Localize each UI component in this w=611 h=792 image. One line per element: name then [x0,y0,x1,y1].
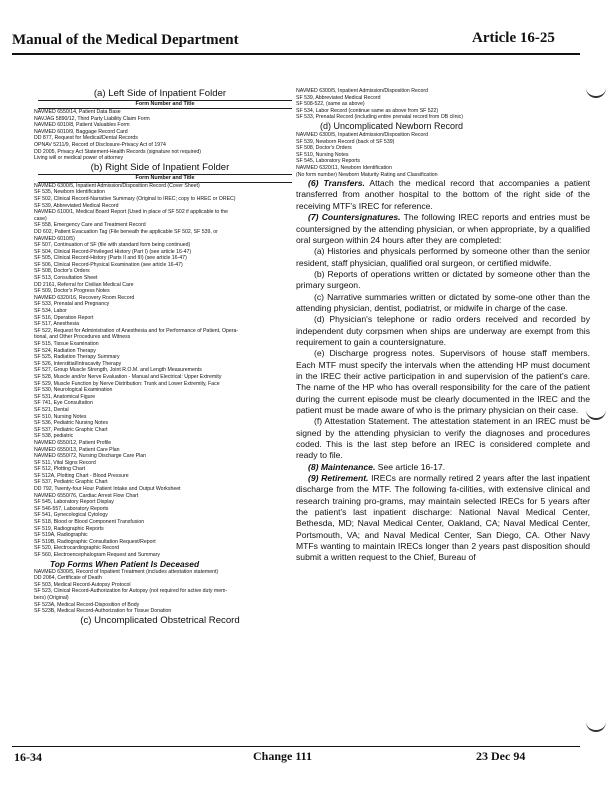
maintenance-body: See article 16-17. [375,461,446,472]
newborn-form-list [296,132,590,178]
form-entry: SF 537, Pediatric Graphic Chart [34,479,108,486]
paragraph-retirement [296,473,590,564]
left-folder-table-head: Form Number and Title [38,100,292,109]
form-entry: SF 528, Muscle and/or Nerve Evaluation - Manual and Electrical: Upper Extremity [34,373,222,380]
form-entry: SF 508, Doctor's Orders [296,145,352,152]
form-entry: SF 527, Group Muscle Strength, Joint R.O.M. and Length Measurements [34,367,202,374]
form-entry: SF 507, Continuation of SF (file with standard form being continued) [34,242,191,249]
paragraph-c: (c) Narrative summaries written or dictated by some-one other than the attending physician, dentist, podiatrist, or midwife in charge of the case. [296,291,590,313]
form-entry: SF 536, Pediatric Nursing Notes [34,420,109,427]
maintenance-label: (8) Maintenance. [308,461,376,472]
form-entry: SF 510, Nursing Notes [296,151,349,158]
right-folder-form-list [28,183,292,559]
form-entry: NAVMED 6550/13, Patient Care Plan [34,446,120,453]
form-entry: case) [34,215,47,222]
form-entry: SF 539, Abbreviated Medical Record [296,94,381,101]
left-column [28,88,292,626]
form-entry: SF 539, Newborn Record (back of SF 539) [296,138,395,145]
form-entry: SF 741, Eye Consultation [34,400,93,407]
form-entry: NAVMED 6320/11, Newborn Identification [296,164,392,171]
form-entry: SF 505, Clinical Record-History (Parts II and III) (see article 16-47) [34,255,187,262]
form-entry: SF 535, Newborn Identification [34,189,105,196]
page-number: 16-34 [14,750,42,764]
form-entry: NAVMED 6550/76, Cardiac Arrest Flow Chart [34,492,139,499]
form-entry: SF 524, Radiation Therapy [34,347,96,354]
form-entry: SF 523B, Medical Record-Authorization for Tissue Donation [34,608,172,615]
form-entry: SF 512, Plotting Chart [34,466,86,473]
form-entry: SF 525, Radiation Therapy Summary [34,354,120,361]
countersignatures-label: (7) Countersignatures. [308,212,401,223]
form-entry: SF 534, Labor Record (continue same as above from SF 522) [296,107,439,114]
form-entry: SF 541, Gynecological Cytology [34,512,108,519]
deceased-title: Top Forms When Patient Is Deceased [50,558,200,569]
form-entry: NAVMED 6010/5) [34,235,75,242]
form-entry: SF 545, Laboratory Reports [296,158,361,165]
paragraph-b: (b) Reports of operations written or dictated by someone other than the primary surgeon. [296,268,590,291]
form-entry: SF 533, Prenatal and Pregnancy [34,301,110,308]
form-entry: SF 533, Prenatal Record (including entire prenatal record from OB clinic) [296,114,463,121]
form-entry: bers) (Original) [34,594,69,601]
paragraph-countersignatures [296,212,590,246]
form-entry: SF 539, Abbreviated Medical Record [34,202,119,209]
paragraph-maintenance [296,462,590,473]
form-entry: SF 512A, Plotting Chart - Blood Pressure [34,472,129,479]
form-entry: SF 503, Medical Record-Autopsy Protocol [34,581,131,588]
obstetrical-title: (c) Uncomplicated Obstetrical Record [80,614,240,626]
form-entry: NAVJAG 5890/12, Third Party Liability Claim Form [34,115,150,122]
form-entry: NAVMED 6300/5, Inpatient Admission/Disposition Record [296,131,428,138]
form-entry: SF 511, Vital Signs Record [34,459,96,466]
countersignatures-body: The following IREC reports and entries must be countersigned by the attending physician, or when appropriate, by a qualified oral surgeon within 24 hours after they are completed: [296,212,590,245]
form-entry: NAVMED 6550/14, Patient Data Base [34,109,121,115]
deceased-form-list [28,569,292,615]
form-entry: SF 523, Clinical Record-Authorization for Autopsy (not required for active duty mem- [34,588,228,595]
form-entry: SF 522, Request for Administration of Anesthesia and for Performance of Patient, Opera- [34,327,239,334]
form-entry: SF 508, Doctor's Orders [34,268,90,275]
form-entry: SF 509, Doctor's Progress Notes [34,288,110,295]
form-entry: SF 530, Neurological Examination [34,387,113,394]
right-column [296,88,590,564]
form-entry: SF 508-522, (same as above) [296,101,365,108]
form-entry: OPNAV 5211/9, Record of Disclosure-Privacy Act of 1974 [34,141,166,148]
form-entry: SF 520, Electrocardiographic Record [34,545,120,552]
form-entry: SF 518, Blood or Blood Component Transfusion [34,519,145,526]
page-date: 23 Dec 94 [476,749,526,763]
form-entry: SF 504, Clinical Record-Privileged History (Part I) (see article 16-47) [34,248,192,255]
form-entry: SF 517, Anesthesia [34,321,79,328]
left-folder-form-list [28,109,292,162]
paragraph-d: (d) Physician's telephone or radio orders received and recorded by independent duty corpsmen when ships are underway are exempt from this requirement to gain a countersignature. [296,314,590,347]
form-entry: SF 502, Clinical Record-Narrative Summary (Original to IREC; copy to HREC or OREC) [34,195,236,202]
transfers-body: Attach the medical record that accompanies a patient transferred from another hospital to the bottom of the right side of the receiving MTF's IREC for reference. [296,178,590,211]
form-entry: SF 531, Anatomical Figure [34,393,96,400]
form-entry: NAVMED 6550/72, Nursing Discharge Care Plan [34,453,147,460]
retirement-body: IRECs are normally retired 2 years after the last inpatient discharge from the MTF. The following fa-cilities, with extensive clinical and research training pro-grams, may maintain selected IRECs for 5 years after the patient's last inpatient discharge: National Naval Medical Center, Bethesda, MD; Naval Medical Center, Oakland, CA; Naval Medical Center, Portsmouth, VA; and Naval Medical Center, San Diego, CA. Other Navy MTFs wanting to maintain IRECs longer than 2 years past disposition should submit a written request to the Chief, Bureau of [296,473,590,563]
form-entry: SF 546-557, Laboratory Reports [34,505,109,512]
form-entry: SF 510, Nursing Notes [34,413,87,420]
form-entry: NAVMED 6300/5, Record of Inpatient Treatment (includes attestation statement) [34,568,219,575]
change-number: Change 111 [253,749,313,763]
transfers-label: (6) Transfers. [308,178,365,189]
margin-mark [586,722,606,732]
page-header-title: Manual of the Medical Department [12,32,239,48]
paragraph-e: (e) Discharge progress notes. Supervisors of house staff members. Each MTF must specify the intervals when the attending HP must document in the IREC their active participation in and supervision of the patient's care. The name of the HP who has overall responsibility for the care of the patient during the current episode must be clearly documented in the IREC and the patient must be made aware of who is the primary physician on their case. [296,348,590,415]
retirement-label: (9) Retirement. [308,473,369,484]
form-entry: NAVMED 6010/9, Baggage Record Card [34,128,128,135]
form-entry: NAVMED 6320/16, Recovery Room Record [34,294,135,301]
form-entry: DD 602, Patient Evacuation Tag (File beneath the applicable SF 502, SF 539, or [34,228,218,235]
form-entry: SF 545, Laboratory Report Display [34,499,114,506]
form-entry: SF 537, Pediatric Graphic Chart [34,426,108,433]
form-entry: DD 2064, Certificate of Death [34,575,102,582]
form-entry: (No form number) Newborn Maturity Rating and Classification [296,171,438,178]
paragraph-f: (f) Attestation Statement. The attestation statement in an IREC must be signed by the attending physician to verify the diagnoses and procedures coded. This is the last step before an IREC is considered complete and ready to file. [296,416,590,461]
form-entry: DD 792, Twenty-four Hour Patient Intake and Output Worksheet [34,486,181,493]
form-entry: SF 538, pediatric [34,433,74,440]
form-entry: SF 519, Radiographic Reports [34,525,104,532]
newborn-title: (d) Uncomplicated Newborn Record [320,120,464,131]
form-entry: SF 513, Consultation Sheet [34,275,98,282]
form-entry: SF 506, Clinical Record-Physical Examination (see article 16-47) [34,261,183,268]
form-entry: SF 534, Labor [34,308,67,315]
right-folder-title: (b) Right Side of Inpatient Folder [90,161,230,173]
form-entry: SF 560, Electroencephalogram Request and Summary [34,552,161,558]
form-entry: SF 521, Dental [34,406,69,413]
left-folder-title: (a) Left Side of Inpatient Folder [93,88,227,99]
paragraph-transfers [296,178,590,212]
page-header-article: Article 16-25 [472,30,555,46]
form-entry: NAVMED 6010/8, Patient Valuables Form [34,122,130,129]
form-entry: SF 519A, Radiographic [34,532,88,539]
form-entry: SF 516, Operation Report [34,314,94,321]
form-entry: tional, and Other Procedures and Witness [34,334,131,341]
footer-rule [12,746,580,747]
form-entry: DD 877, Request for Medical/Dental Records [34,135,138,142]
right-folder-table-head: Form Number and Title [38,174,292,183]
form-entry: DD 2005, Privacy Act Statement-Health Records (signature not required) [34,148,201,155]
form-entry: SF 519B, Radiographic Consultation Request/Report [34,538,156,545]
header-rule [12,53,580,55]
form-entry: SF 529, Muscle Function by Nerve Distribution: Trunk and Lower Extremity, Face [34,380,220,387]
paragraph-a: (a) Histories and physicals performed by someone other than the senior resident, staff physician, qualified oral surgeon, or certified midwife. [296,246,590,268]
form-entry: NAVMED 6100/1, Medical Board Report (Used in place of SF 502 if applicable to the [34,209,228,216]
form-entry: NAVMED 6550/12, Patient Profile [34,439,112,446]
form-entry: Living will or medical power of attorney [34,155,124,162]
form-entry: SF 523A, Medical Record-Disposition of Body [34,601,140,608]
form-entry: DD 2161, Referral for Civilian Medical Care [34,281,134,288]
obstetrical-form-list [296,88,590,121]
form-entry: SF 515, Tissue Examination [34,341,99,347]
form-entry: NAVMED 6300/5, Inpatient Admission/Disposition Record [296,88,428,94]
form-entry: NAVMED 6300/5, Inpatient Admission/Disposition Record (Cover Sheet) [34,182,200,189]
form-entry: SF 526, Interstitial/Intracavity Therapy [34,360,122,367]
form-entry: SF 558, Emergency Care and Treatment Record [34,222,146,229]
